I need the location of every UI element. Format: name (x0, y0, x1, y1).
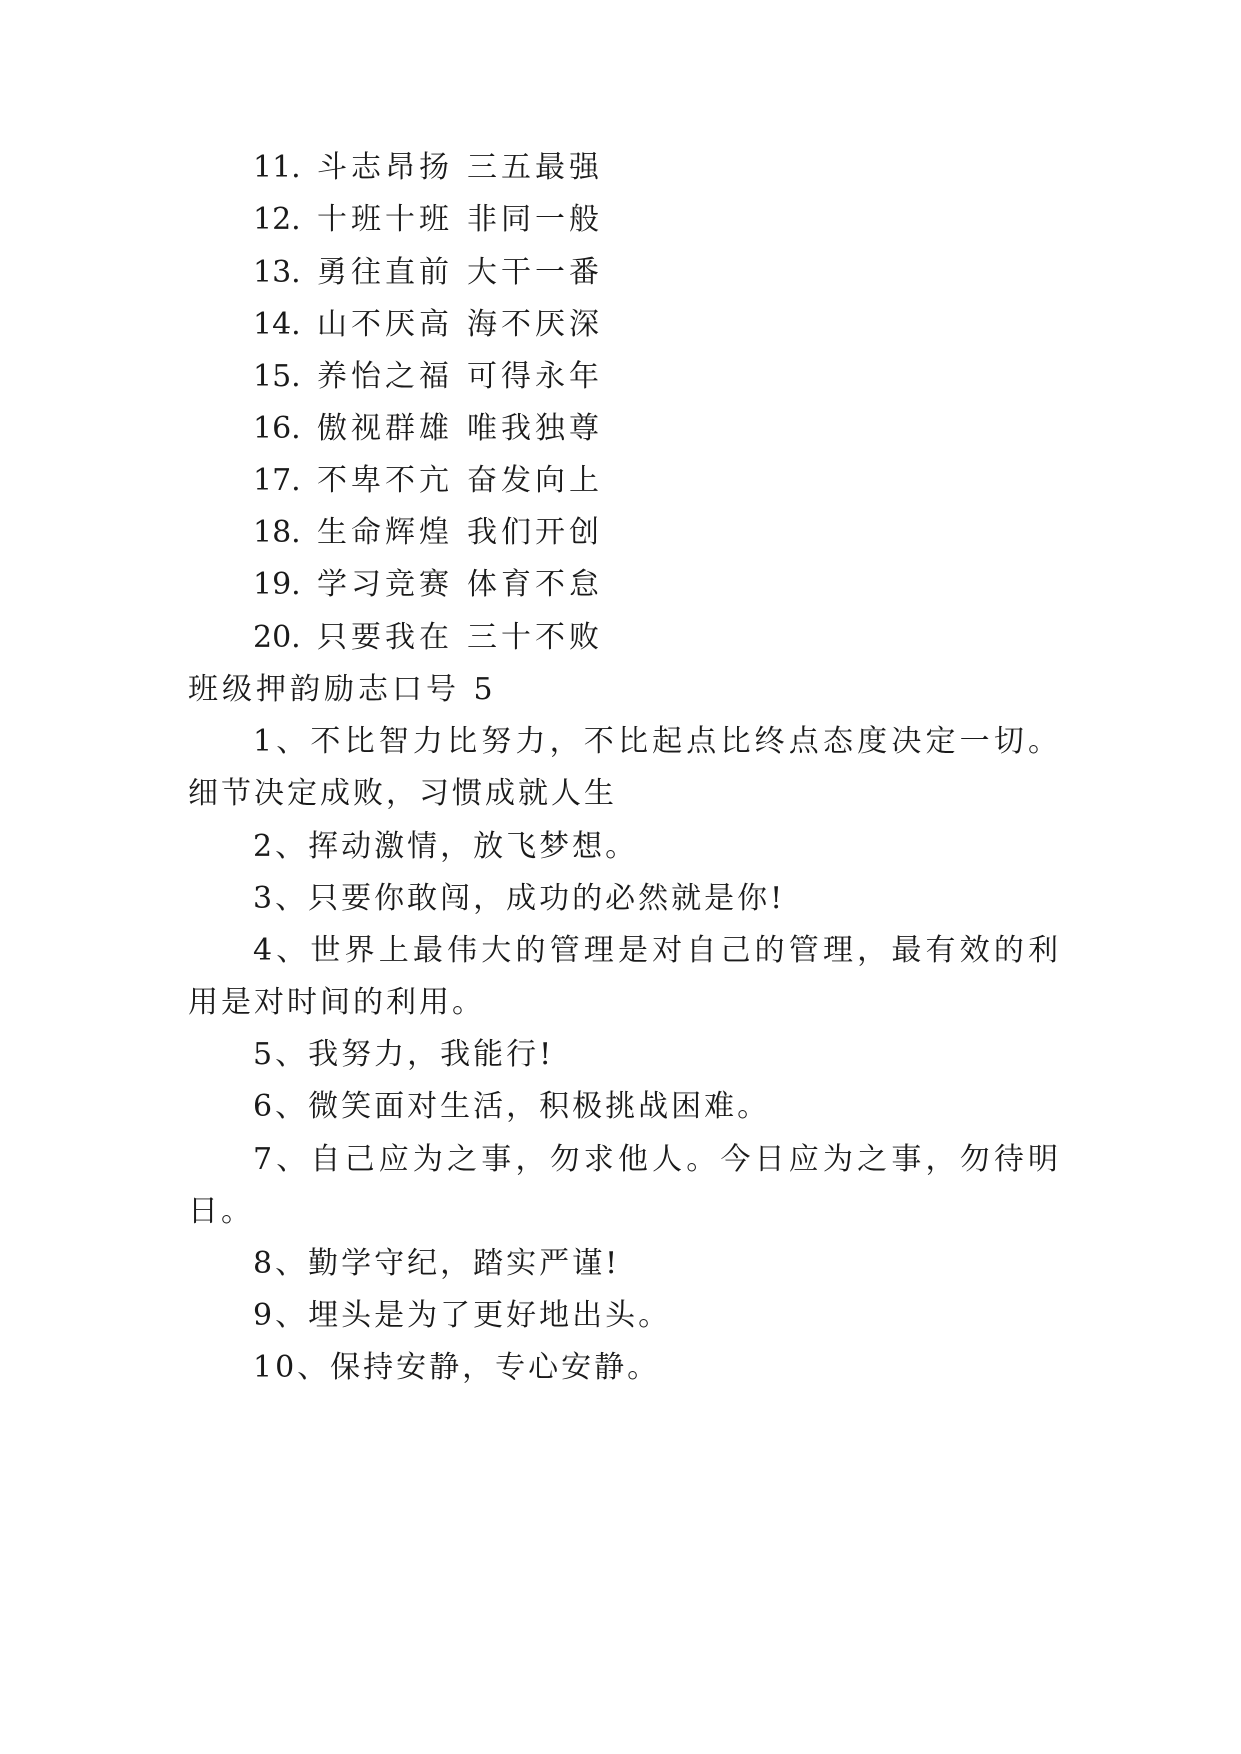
slogan-item-19 (253, 565, 603, 605)
slogan-number: 14. (253, 307, 301, 342)
paragraph-3: 3、只要你敢闯，成功的必然就是你! (253, 881, 786, 916)
paragraph-1-line-1: 1、不比智力比努力，不比起点比终点态度决定一切。 (253, 724, 1061, 759)
slogan-item-13 (253, 253, 603, 293)
section-heading: 班级押韵励志口号 5 (188, 672, 497, 707)
paragraph-4-line-1: 4、世界上最伟大的管理是对自己的管理，最有效的利 (253, 933, 1061, 968)
slogan-part-a: 学习竞赛 (317, 567, 453, 602)
slogan-part-a: 傲视群雄 (317, 411, 453, 446)
slogan-number: 17. (253, 463, 301, 498)
slogan-number: 12. (253, 202, 301, 237)
slogan-part-a: 十班十班 (317, 202, 453, 237)
slogan-part-a: 勇往直前 (317, 255, 453, 290)
slogan-item-14 (253, 305, 603, 345)
slogan-part-b: 唯我独尊 (467, 411, 603, 446)
slogan-number: 16. (253, 411, 301, 446)
slogan-number: 18. (253, 515, 301, 550)
slogan-number: 15. (253, 359, 301, 394)
slogan-part-b: 大干一番 (467, 255, 603, 290)
slogan-part-b: 海不厌深 (467, 307, 603, 342)
slogan-part-a: 山不厌高 (317, 307, 453, 342)
slogan-number: 19. (253, 567, 301, 602)
slogan-part-b: 可得永年 (467, 359, 603, 394)
slogan-part-b: 体育不怠 (467, 567, 603, 602)
slogan-part-a: 生命辉煌 (317, 515, 453, 550)
slogan-item-15 (253, 357, 603, 397)
slogan-part-b: 我们开创 (467, 515, 603, 550)
slogan-part-a: 不卑不亢 (317, 463, 453, 498)
slogan-part-a: 斗志昂扬 (317, 150, 453, 185)
paragraph-2: 2、挥动激情，放飞梦想。 (253, 829, 639, 864)
slogan-item-20 (253, 618, 603, 658)
slogan-item-17 (253, 461, 603, 501)
slogan-number: 11. (253, 150, 301, 185)
slogan-part-b: 非同一般 (467, 202, 603, 237)
slogan-part-b: 三五最强 (467, 150, 603, 185)
slogan-item-11 (253, 148, 603, 188)
slogan-number: 20. (253, 620, 301, 655)
slogan-part-b: 三十不败 (467, 620, 603, 655)
slogan-item-12 (253, 200, 603, 240)
paragraph-7-line-1: 7、自己应为之事，勿求他人。今日应为之事，勿待明 (253, 1142, 1061, 1177)
paragraph-7-line-2: 日。 (188, 1194, 254, 1229)
paragraph-9: 9、埋头是为了更好地出头。 (253, 1298, 672, 1333)
paragraph-4-line-2: 用是对时间的利用。 (188, 985, 485, 1020)
slogan-item-18 (253, 513, 603, 553)
slogan-number: 13. (253, 255, 301, 290)
paragraph-5: 5、我努力，我能行! (253, 1037, 555, 1072)
paragraph-8: 8、勤学守纪，踏实严谨! (253, 1246, 621, 1281)
paragraph-6: 6、微笑面对生活，积极挑战困难。 (253, 1089, 771, 1124)
slogan-item-16 (253, 409, 603, 449)
paragraph-1-line-2: 细节决定成败，习惯成就人生 (188, 776, 617, 811)
slogan-part-a: 养怡之福 (317, 359, 453, 394)
slogan-part-b: 奋发向上 (467, 463, 603, 498)
slogan-part-a: 只要我在 (317, 620, 453, 655)
paragraph-10: 10、保持安静，专心安静。 (253, 1350, 661, 1385)
